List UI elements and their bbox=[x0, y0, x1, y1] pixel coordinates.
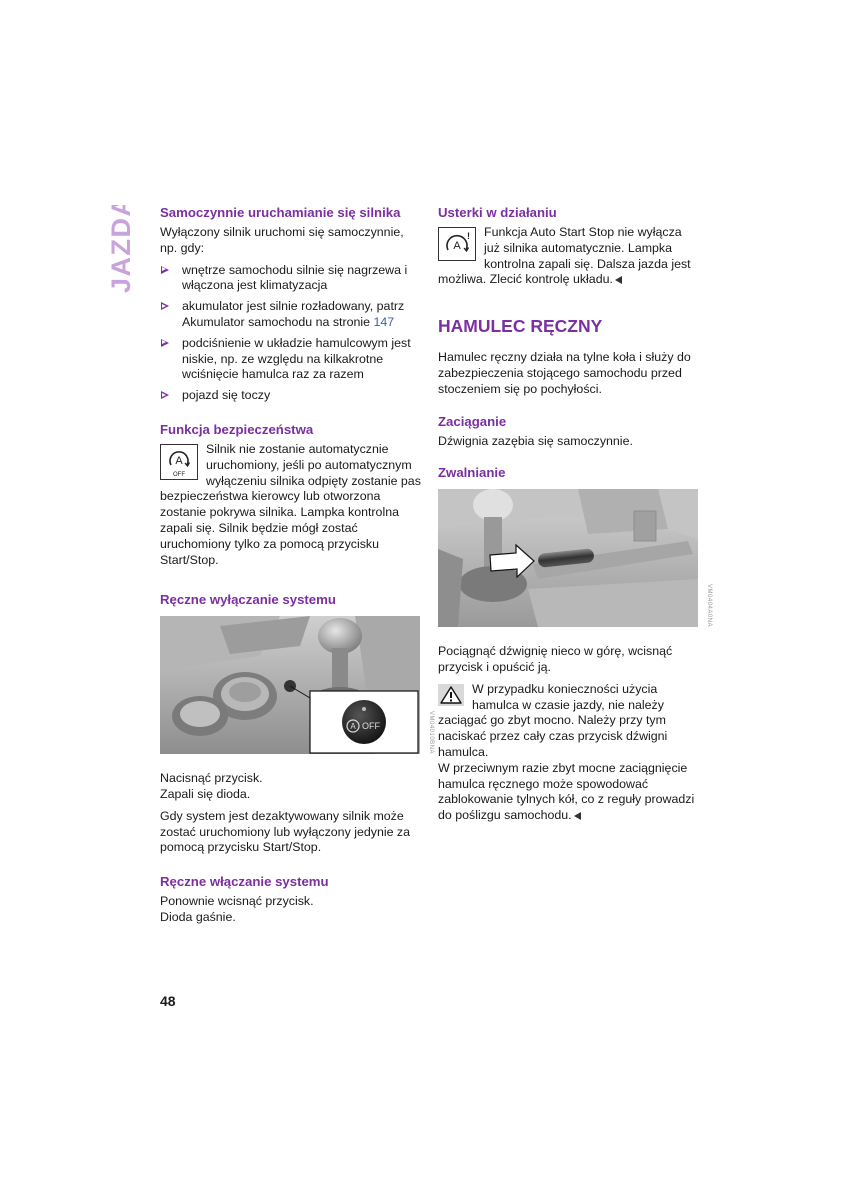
svg-text:A: A bbox=[175, 454, 183, 467]
list-item bbox=[160, 336, 422, 383]
safety-text: Silnik nie zostanie automatycznie uruchomiony, jeśli po automatycznym wyłączeniu silnika odpięty zostanie pas bezpieczeństwa kierowcy lub otworzona zostanie pokrywa silnika. Lampka kontrolna zapali się. Silnik będzie mógł zostać uruchomiony tylko za pomocą przycisku Start/Stop. bbox=[160, 441, 421, 567]
bullet-triangle-icon bbox=[161, 391, 169, 399]
release-text: Pociągnąć dźwignię nieco w górę, wcisnąć przycisk i opuścić ją. bbox=[438, 644, 673, 674]
section-heading: Ręczne wyłączanie systemu bbox=[160, 592, 336, 608]
section-manual-off bbox=[160, 592, 434, 856]
handbrake-intro: Hamulec ręczny działa na tylne koła i służy do zabezpieczenia stojącego samochodu przed stoczeniem się po pochyłości. bbox=[438, 350, 691, 396]
manual-off-note: Gdy system jest dezaktywowany silnik może zostać uruchomiony lub wyłączony jedynie za pomocą przycisku Start/Stop. bbox=[160, 808, 411, 855]
manual-off-instruction bbox=[160, 771, 422, 803]
section-auto-start bbox=[160, 205, 422, 404]
bullet-triangle-icon bbox=[161, 302, 169, 310]
section-faults bbox=[438, 205, 700, 294]
list-item-text: pojazd się toczy bbox=[182, 388, 271, 403]
section-intro: Wyłączony silnik uruchomi się samoczynnie, np. gdy: bbox=[160, 225, 404, 255]
console-photo bbox=[160, 616, 434, 759]
svg-text:!: ! bbox=[467, 231, 470, 241]
left-column bbox=[160, 205, 434, 944]
chapter-heading: HAMULEC RĘCZNY bbox=[438, 316, 603, 337]
warning-triangle-glyph bbox=[438, 684, 464, 706]
instruction-line: Zapali się dioda. bbox=[160, 786, 251, 801]
conditions-list bbox=[160, 263, 422, 404]
instruction-line: Dioda gaśnie. bbox=[160, 909, 236, 924]
svg-text:A: A bbox=[350, 722, 356, 732]
end-of-section-icon bbox=[615, 276, 622, 284]
chapter-side-tab-graphic bbox=[104, 205, 138, 295]
faults-text bbox=[438, 225, 700, 288]
section-heading: Funkcja bezpieczeństwa bbox=[160, 421, 314, 437]
icon-off-label: OFF bbox=[173, 471, 185, 478]
page-reference-link[interactable]: 147 bbox=[373, 314, 395, 329]
off-button-label: OFF bbox=[362, 721, 380, 732]
chapter-title: JAZDA bbox=[106, 205, 136, 293]
warning-text-body: W przeciwnym razie zbyt mocne zaciągnięcie hamulca ręcznego może spowodować zablokowanie tylnych kół, co z reguły prowadzi do poślizgu samochodu. bbox=[438, 760, 695, 823]
end-of-section-icon bbox=[574, 812, 581, 820]
auto-start-warning-icon bbox=[438, 227, 476, 261]
right-column bbox=[438, 205, 712, 842]
instruction-line: Nacisnąć przycisk. bbox=[160, 771, 263, 786]
faults-text-body: Funkcja Auto Start Stop nie wyłącza już silnika automatycznie. Lampka kontrolna zapali się. Dalsza jazda jest możliwa. Zlecić kontrolę układu. bbox=[438, 225, 691, 287]
photo-code: VM04010BNA bbox=[427, 711, 434, 755]
bullet-triangle-icon bbox=[161, 339, 169, 347]
auto-start-warning-glyph bbox=[439, 228, 475, 260]
list-item bbox=[160, 388, 422, 404]
section-heading: Zwalnianie bbox=[438, 465, 506, 481]
section-safety bbox=[160, 422, 422, 574]
warning-text-continued bbox=[438, 761, 700, 824]
chapter-side-tab bbox=[104, 205, 138, 295]
section-handbrake bbox=[438, 316, 712, 824]
auto-start-off-glyph bbox=[161, 445, 197, 479]
photo-code: VM0404A0NA bbox=[705, 584, 712, 628]
svg-text:A: A bbox=[453, 240, 461, 252]
center-console-illustration bbox=[160, 616, 420, 754]
list-item-text: wnętrze samochodu silnie się nagrzewa i włączona jest klimatyzacja bbox=[182, 262, 408, 293]
warning-icon bbox=[438, 684, 464, 706]
engage-text: Dźwignia zazębia się samoczynnie. bbox=[438, 433, 633, 448]
handbrake-photo bbox=[438, 489, 712, 632]
section-heading: Usterki w działaniu bbox=[438, 205, 557, 220]
page-number: 48 bbox=[160, 993, 176, 1009]
manual-on-instruction bbox=[160, 894, 422, 926]
bullet-triangle-icon bbox=[161, 266, 169, 274]
section-manual-on bbox=[160, 874, 422, 926]
section-heading: Zaciąganie bbox=[438, 413, 507, 429]
warning-text: W przypadku konieczności użycia hamulca w czasie jazdy, nie należy zaciągać go zbyt mocno. Należy przy tym naciskać przez cały czas przycisk dźwigni hamulca. bbox=[438, 681, 668, 759]
list-item-text: podciśnienie w układzie hamulcowym jest niskie, np. ze względu na kilkakrotne wciśnięcie hamulca raz za razem bbox=[182, 335, 411, 382]
handbrake-illustration bbox=[438, 489, 698, 627]
list-item bbox=[160, 263, 422, 295]
auto-start-off-icon bbox=[160, 444, 198, 480]
section-heading: Ręczne włączanie systemu bbox=[160, 874, 329, 890]
list-item-text: akumulator jest silnie rozładowany, patrz Akumulator samochodu na stronie bbox=[182, 299, 405, 329]
section-heading: Samoczynnie uruchamianie się silnika bbox=[160, 205, 401, 220]
instruction-line: Ponownie wcisnąć przycisk. bbox=[160, 894, 314, 909]
warning-block bbox=[438, 682, 700, 824]
list-item bbox=[160, 299, 422, 331]
